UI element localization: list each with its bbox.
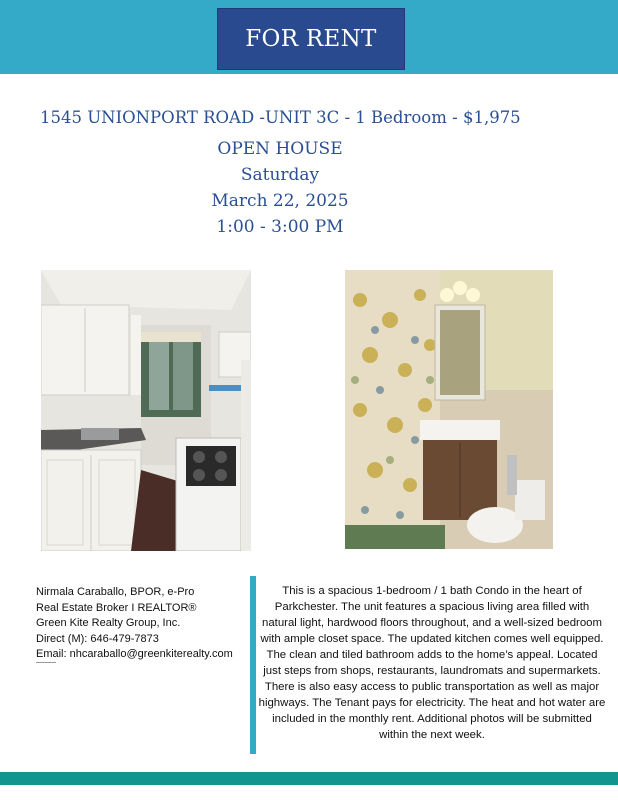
agent-company: Green Kite Realty Group, Inc.: [36, 617, 181, 629]
agent-title: Real Estate Broker I REALTOR®: [36, 601, 197, 614]
open-house-title: OPEN HOUSE: [217, 139, 343, 159]
kitchen-photo-illustration: [41, 270, 251, 551]
listing-description: This is a spacious 1-bedroom / 1 bath Condo in the heart of Parkchester. The unit features a spacious living area filled with natural light, hardwood floors throughout, and a well-sized bedroom with ample closet space. The updated kitchen comes well equipped. The clean and tiled bathroom adds to the home’s appeal. Located just steps from shops, restaurants, laundromats and supermarkets. There is also easy access to public transportation as well as major highways. The Tenant pays for electricity. The heat and hot water are included in the monthly rent. Additional photos will be submitted within the next week.: [258, 585, 606, 741]
for-rent-banner: FOR RENT: [217, 8, 405, 70]
bathroom-photo: [345, 270, 553, 549]
agent-email: Email: nhcaraballo@greenkiterealty.com: [36, 648, 233, 660]
agent-phone: Direct (M): 646-479-7873: [36, 632, 159, 645]
open-house-time: 1:00 - 3:00 PM: [216, 217, 344, 237]
open-house-date: March 22, 2025: [211, 191, 349, 211]
listing-headline: 1545 UNIONPORT ROAD -UNIT 3C - 1 Bedroom - $1,975: [40, 108, 521, 127]
kitchen-photo: [41, 270, 251, 551]
open-house-day: Saturday: [240, 165, 320, 185]
vertical-divider: [250, 576, 256, 754]
contact-underline: [36, 662, 56, 663]
bathroom-photo-illustration: [345, 270, 553, 549]
agent-name: Nirmala Caraballo, BPOR, e-Pro: [36, 586, 195, 598]
bottom-color-band: [0, 772, 618, 785]
agent-contact-block: [36, 585, 251, 663]
